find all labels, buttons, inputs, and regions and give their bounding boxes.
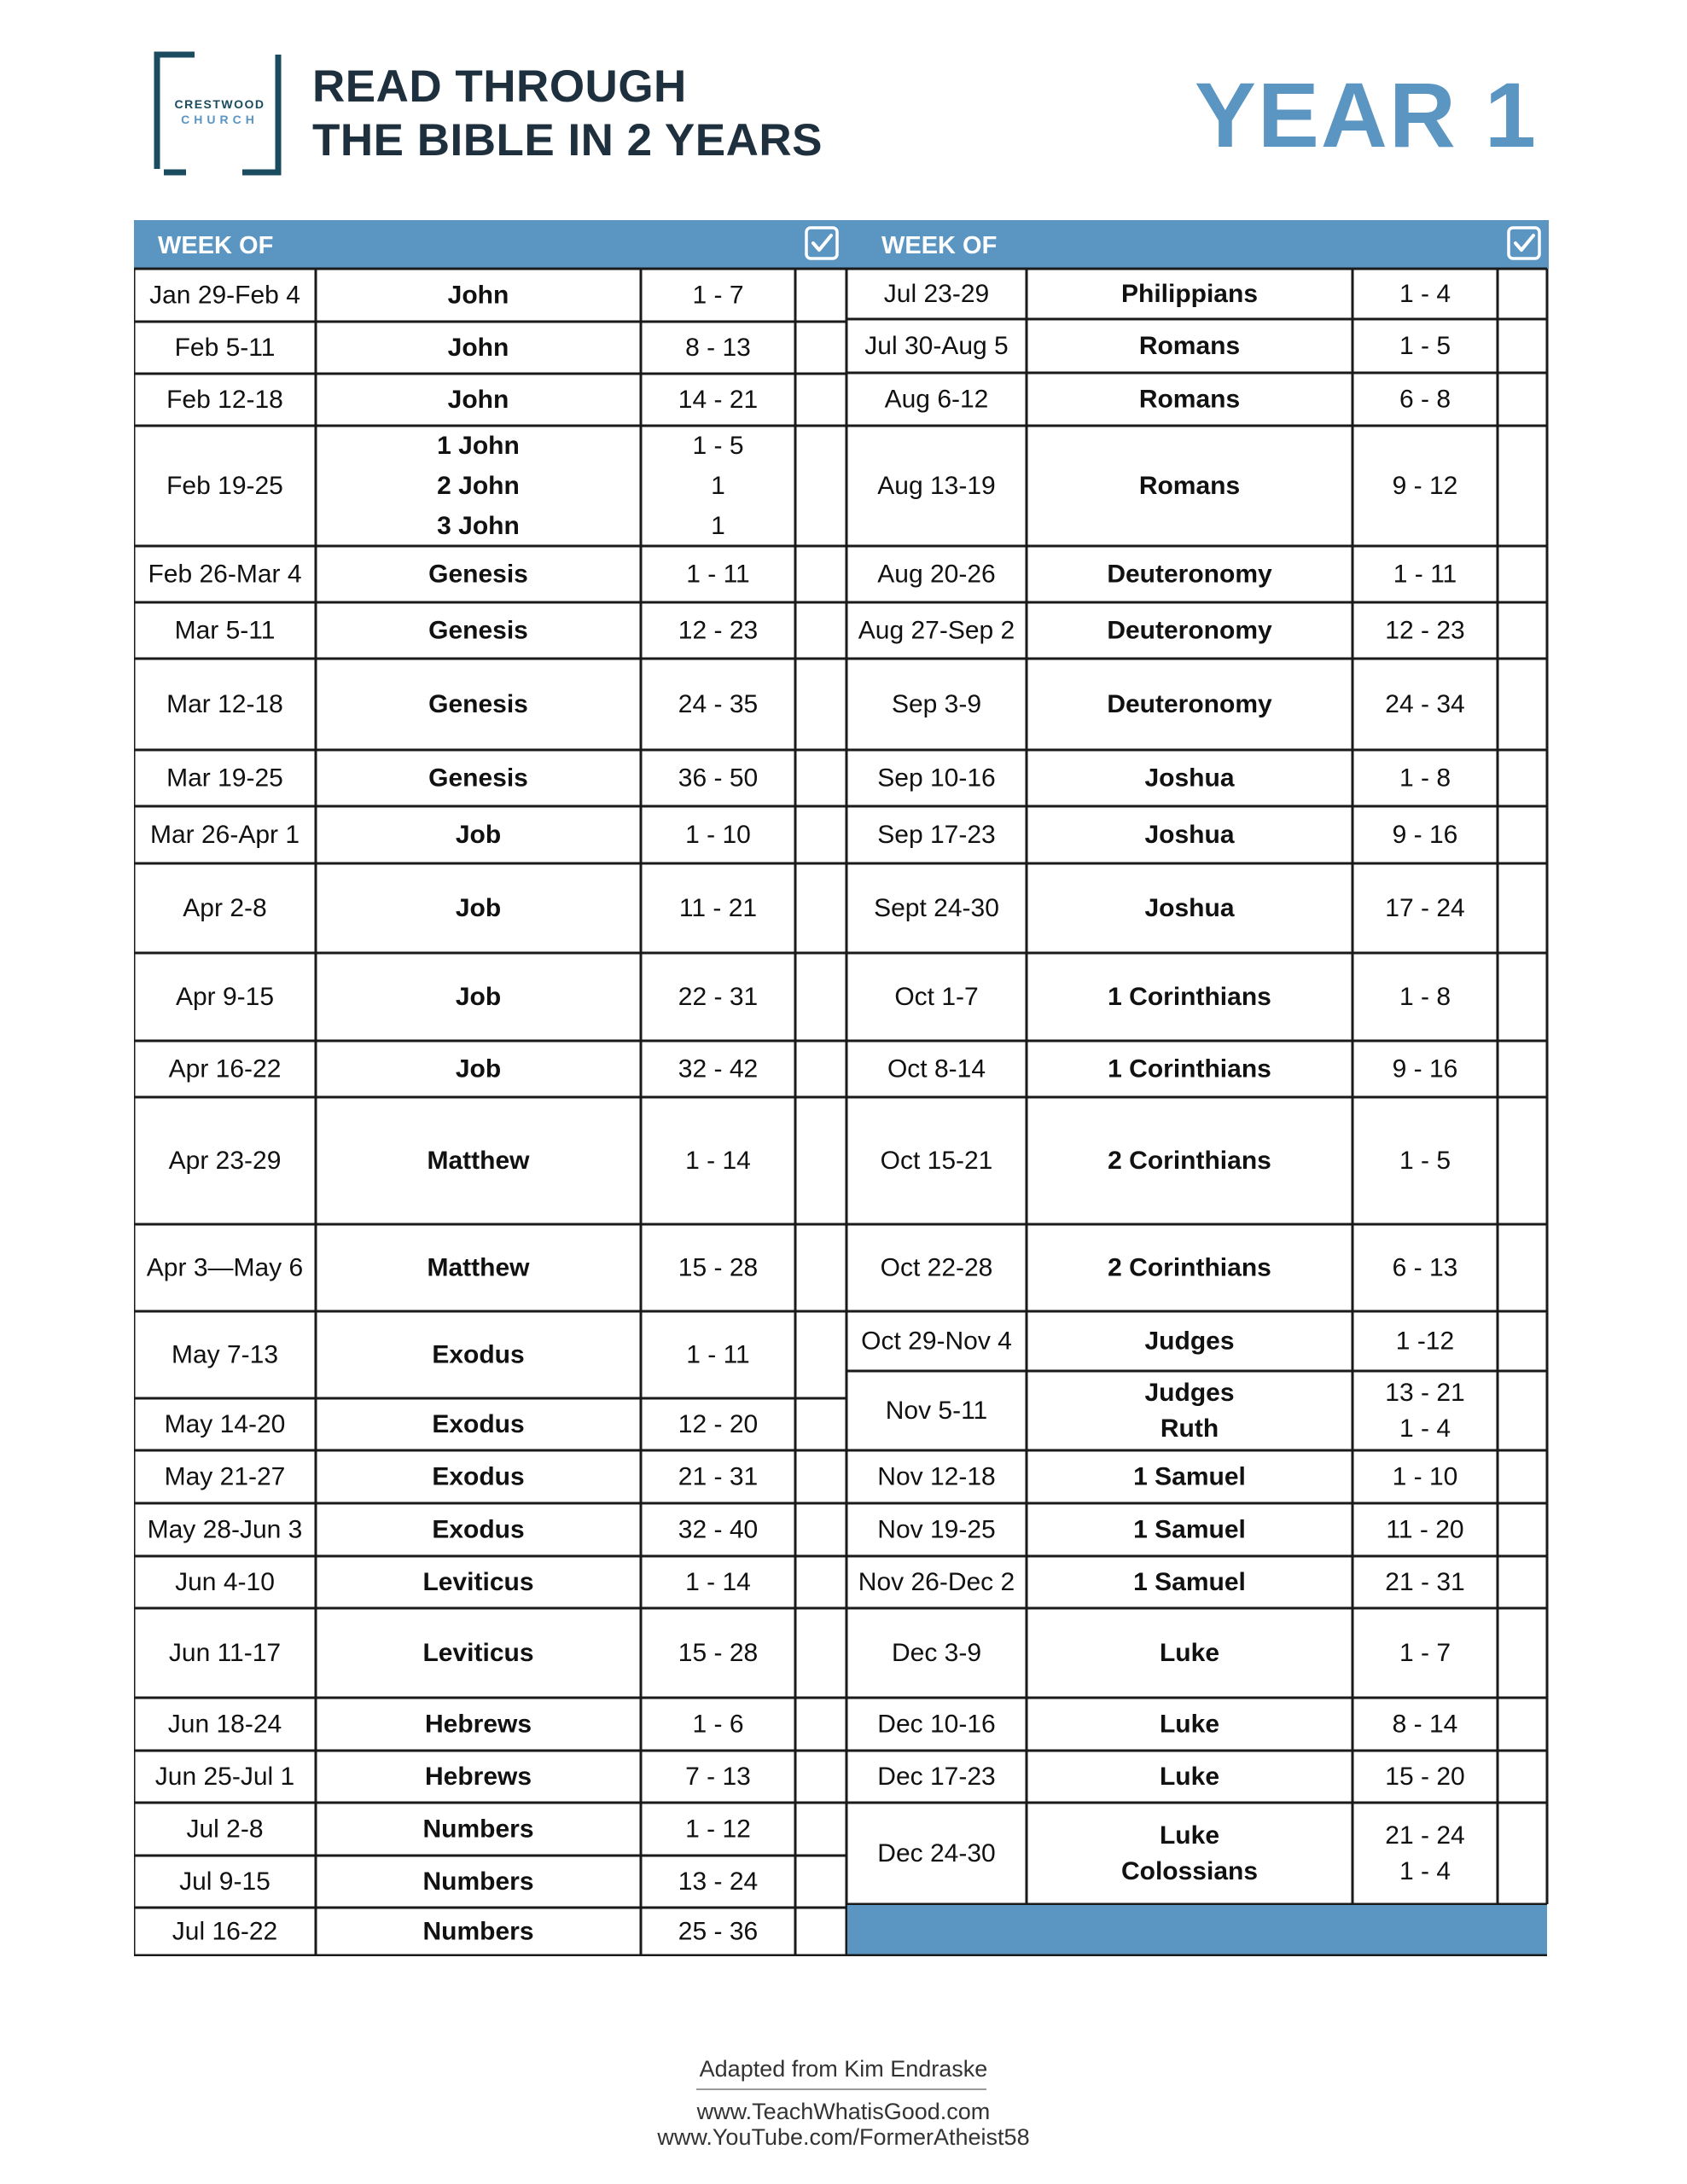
book-cell: Luke [1159,1763,1220,1791]
checkbox-cell[interactable] [797,955,845,1039]
chapters-cell: 21 - 31 [678,1462,759,1491]
website-link[interactable]: www.TeachWhatisGood.com [696,2099,991,2124]
checkbox-cell[interactable] [797,375,845,424]
week-cell: Mar 26-Apr 1 [149,821,300,849]
table-row [166,375,845,424]
table-row [877,1752,1545,1801]
week-cell: Sep 10-16 [877,764,996,793]
week-cell: Feb 5-11 [174,334,276,362]
table-row [148,1505,845,1554]
book-cell: 1 Corinthians [1108,1054,1271,1083]
week-of-header-left: WEEK OF [158,232,274,259]
table-row [166,427,845,544]
week-cell: Jun 11-17 [168,1639,282,1667]
week-cell: Oct 29-Nov 4 [861,1327,1012,1356]
chapters-cell: 6 - 8 [1399,385,1451,414]
book-cell: Luke [1159,1821,1220,1850]
table-row [877,1452,1545,1502]
table-row [175,604,845,657]
checkbox-cell[interactable] [797,1558,845,1606]
checkbox-cell[interactable] [1499,1099,1545,1223]
book-cell: Job [455,894,502,922]
chapters-cell: 9 - 12 [1392,472,1458,500]
book-cell: Colossians [1120,1857,1259,1885]
book-cell: Job [455,821,502,849]
table-row [183,865,845,951]
table-row [166,660,845,748]
book-cell: Deuteronomy [1107,560,1272,589]
week-cell: Mar 5-11 [174,616,276,645]
checkbox-cell[interactable] [1499,955,1545,1039]
table-row [147,1226,845,1310]
checkbox-cell[interactable] [797,1857,845,1906]
title-line1: READ THROUGH [312,61,687,112]
book-cell: Joshua [1144,894,1235,922]
checkbox-cell[interactable] [1499,1610,1545,1696]
chapters-cell: 1 - 7 [692,281,744,310]
week-cell: Feb 26-Mar 4 [148,560,302,589]
book-cell: Philippians [1120,280,1259,308]
book-cell: Romans [1138,332,1241,360]
chapters-cell: 12 - 23 [678,616,759,645]
table-row [186,1804,845,1854]
book-cell: 1 Samuel [1133,1462,1246,1491]
chapters-cell: 25 - 36 [678,1917,759,1946]
week-cell: Jul 9-15 [179,1867,271,1896]
checkbox-cell[interactable] [797,1909,845,1954]
checkbox-cell[interactable] [1499,375,1545,424]
week-cell: Jan 29-Feb 4 [149,281,300,310]
week-cell: Sep 17-23 [877,821,996,849]
book-cell: Exodus [432,1410,525,1438]
book-cell: Genesis [428,560,528,589]
chapters-cell: 12 - 20 [678,1410,759,1438]
table-row [877,1699,1545,1749]
chapters-cell: 1 - 5 [692,432,744,460]
week-cell: Jun 25-Jul 1 [154,1763,295,1791]
table-row [877,548,1545,601]
table-row [894,955,1545,1039]
checkbox-cell[interactable] [1499,1452,1545,1502]
title-line2: THE BIBLE IN 2 YEARS [312,115,823,166]
chapters-cell: 24 - 35 [678,690,759,718]
table-row [877,752,1545,804]
chapters-cell: 1 [711,472,725,500]
table-footer-bar [847,1905,1547,1955]
week-cell: May 21-27 [164,1462,286,1491]
book-cell: Hebrews [424,1763,532,1791]
chapters-cell: 15 - 28 [678,1253,759,1282]
chapters-cell: 21 - 31 [1385,1568,1465,1596]
chapters-cell: 6 - 13 [1392,1253,1458,1282]
chapters-cell: 1 - 14 [685,1568,751,1596]
book-cell: 3 John [437,512,520,540]
table-row [168,1699,845,1749]
week-cell: Apr 3—May 6 [146,1253,304,1282]
table-row [172,1909,845,1954]
week-cell: Oct 1-7 [894,983,979,1011]
checkbox-cell[interactable] [797,1400,845,1449]
chapters-cell: 8 - 14 [1392,1710,1458,1739]
week-cell: May 7-13 [171,1340,279,1369]
checkbox-cell[interactable] [797,865,845,951]
chapters-cell: 1 - 4 [1399,1857,1451,1885]
table-row [892,1610,1545,1696]
chapters-cell: 32 - 42 [678,1054,759,1083]
table-row [165,1400,845,1449]
week-cell: Dec 24-30 [877,1839,996,1867]
chapters-cell: 1 - 4 [1399,1414,1451,1443]
table-row [886,1373,1545,1449]
table-row [169,1099,845,1223]
book-cell: 2 Corinthians [1108,1147,1271,1175]
book-cell: Ruth [1160,1414,1219,1443]
chapters-cell: 15 - 28 [678,1639,759,1667]
book-cell: 2 Corinthians [1108,1253,1271,1282]
checkbox-cell[interactable] [797,548,845,601]
checkbox-cell[interactable] [797,1699,845,1749]
week-cell: Jul 16-22 [172,1917,278,1946]
book-cell: Numbers [422,1815,534,1844]
checkbox-cell[interactable] [797,1099,845,1223]
chapters-cell: 1 - 8 [1399,764,1451,793]
table-row [858,1558,1545,1606]
week-cell: Feb 19-25 [166,472,283,500]
table-row [166,752,845,804]
checkbox-cell[interactable] [797,1610,845,1696]
checkbox-cell[interactable] [797,660,845,748]
table-row [169,1610,845,1696]
checkbox-cell[interactable] [797,1804,845,1854]
logo-line1: CRESTWOOD [174,97,265,111]
checkbox-cell[interactable] [797,270,845,320]
book-cell: Exodus [432,1462,525,1491]
week-cell: Aug 6-12 [884,385,989,414]
chapters-cell: 13 - 21 [1385,1379,1465,1407]
week-cell: Jul 30-Aug 5 [864,332,1009,360]
week-cell: Jun 18-24 [167,1710,282,1739]
table-row [175,323,845,372]
week-cell: May 28-Jun 3 [147,1515,303,1544]
checkbox-cell[interactable] [797,1752,845,1801]
chapters-cell: 1 - 10 [685,821,751,849]
table-row [155,1752,845,1801]
chapters-cell: 36 - 50 [678,764,759,793]
chapters-cell: 21 - 24 [1385,1821,1465,1850]
week-cell: Oct 15-21 [880,1147,993,1175]
week-of-header-right: WEEK OF [881,232,998,259]
book-cell: John [447,334,509,362]
table-row [175,1558,845,1606]
chapters-cell: 13 - 24 [678,1867,759,1896]
book-cell: Exodus [432,1515,525,1544]
chapters-cell: 24 - 34 [1385,690,1465,718]
week-cell: Aug 13-19 [877,472,996,500]
book-cell: Joshua [1144,821,1235,849]
book-cell: Numbers [422,1917,534,1946]
chapters-cell: 8 - 13 [685,334,751,362]
chapters-cell: 22 - 31 [678,983,759,1011]
chapters-cell: 1 -12 [1395,1327,1455,1356]
week-cell: Apr 23-29 [168,1147,282,1175]
chapters-cell: 1 - 5 [1399,332,1451,360]
week-cell: Dec 17-23 [877,1763,996,1791]
book-cell: Job [455,983,502,1011]
table-row [877,427,1545,544]
book-cell: Judges [1144,1379,1235,1407]
chapters-cell: 14 - 21 [678,386,759,414]
week-cell: Sep 3-9 [891,690,982,718]
checkbox-cell[interactable] [1499,1505,1545,1554]
youtube-link[interactable]: www.YouTube.com/FormerAtheist58 [657,2124,1030,2150]
table-row [169,1043,845,1095]
table-row [892,660,1545,748]
table-row [861,1313,1545,1369]
week-cell: Mar 12-18 [166,690,283,718]
book-cell: John [447,386,509,414]
table-row [881,1099,1545,1223]
chapters-cell: 1 - 4 [1399,280,1451,308]
chapters-cell: 1 - 7 [1399,1639,1451,1667]
chapters-cell: 1 - 11 [686,560,750,589]
chapters-cell: 7 - 13 [685,1763,751,1791]
book-cell: Matthew [427,1253,530,1282]
checkbox-cell[interactable] [1499,427,1545,544]
week-cell: Oct 8-14 [887,1054,986,1083]
chapters-cell: 12 - 23 [1385,616,1465,645]
week-cell: Jul 2-8 [186,1815,264,1844]
chapters-cell: 1 - 14 [685,1147,751,1175]
chapters-cell: 9 - 16 [1392,1054,1458,1083]
table-row [881,1226,1545,1310]
year-label: YEAR 1 [1194,63,1538,166]
table-row [877,1804,1545,1902]
table-row [858,604,1545,657]
checkbox-cell[interactable] [1499,1699,1545,1749]
table-row [887,1043,1545,1095]
book-cell: 1 Samuel [1133,1568,1246,1596]
chapters-cell: 11 - 21 [678,894,758,922]
book-cell: 2 John [437,472,520,500]
book-cell: John [447,281,509,310]
chapters-cell: 1 - 11 [1393,560,1457,589]
chapters-cell: 32 - 40 [678,1515,759,1544]
week-cell: Feb 12-18 [166,386,283,414]
checkbox-cell[interactable] [1499,604,1545,657]
week-cell: Nov 19-25 [877,1515,996,1544]
table-row [149,270,845,320]
checkbox-cell[interactable] [1499,270,1545,317]
checkbox-cell[interactable] [1499,1313,1545,1369]
checkbox-cell[interactable] [1499,660,1545,748]
week-cell: Jul 23-29 [883,280,990,308]
checkbox-cell[interactable] [1499,1752,1545,1801]
chapters-cell: 11 - 20 [1386,1515,1464,1544]
week-cell: Dec 10-16 [877,1710,996,1739]
book-cell: Deuteronomy [1107,690,1272,718]
book-cell: Genesis [428,764,528,793]
table-row [148,548,845,601]
book-cell: Romans [1138,385,1241,414]
checkbox-cell[interactable] [1499,548,1545,601]
book-cell: Numbers [422,1867,534,1896]
book-cell: 1 John [437,432,520,460]
checkbox-cell[interactable] [797,752,845,804]
book-cell: Luke [1159,1710,1220,1739]
week-cell: May 14-20 [164,1410,286,1438]
week-cell: Oct 22-28 [880,1253,993,1282]
chapters-cell: 1 - 10 [1392,1462,1458,1491]
table-row [150,808,845,862]
page-title [312,60,823,167]
footer-divider [696,2088,986,2090]
checkbox-cell[interactable] [797,1043,845,1095]
chapters-cell: 1 - 11 [686,1340,750,1369]
chapters-cell: 1 - 12 [685,1815,751,1844]
book-cell: 1 Corinthians [1108,983,1271,1011]
checkbox-cell[interactable] [1499,321,1545,371]
table-row [864,321,1545,371]
book-cell: Hebrews [424,1710,532,1739]
table-header-bar [134,220,1549,269]
chapters-cell: 1 [711,512,725,540]
book-cell: Genesis [428,616,528,645]
chapters-cell: 1 - 8 [1399,983,1451,1011]
table-row [874,865,1545,951]
book-cell: Judges [1144,1327,1235,1356]
week-cell: Sept 24-30 [874,894,999,922]
table-row [165,1452,845,1502]
book-cell: Job [455,1054,502,1083]
church-logo [154,51,282,176]
table-row [172,1313,845,1397]
checkbox-cell[interactable] [797,1313,845,1397]
week-cell: Apr 16-22 [168,1054,282,1083]
checkbox-cell[interactable] [1499,865,1545,951]
chapters-cell: 9 - 16 [1392,821,1458,849]
checkbox-cell[interactable] [1499,1043,1545,1095]
reading-schedule-table [134,220,1549,1956]
chapters-cell: 1 - 5 [1399,1147,1451,1175]
book-cell: Exodus [432,1340,525,1369]
table-row [884,270,1545,317]
book-cell: 1 Samuel [1133,1515,1246,1544]
checkbox-cell[interactable] [1499,1804,1545,1902]
checkbox-cell[interactable] [1499,1226,1545,1310]
checkbox-cell[interactable] [1499,1558,1545,1606]
book-cell: Romans [1138,472,1241,500]
logo-line2: CHURCH [181,113,259,126]
book-cell: Genesis [428,690,528,718]
checkbox-cell[interactable] [797,604,845,657]
week-cell: Aug 20-26 [877,560,996,589]
table-row [877,1505,1545,1554]
checkbox-cell[interactable] [1499,1373,1545,1449]
book-cell: Joshua [1144,764,1235,793]
book-cell: Leviticus [422,1568,534,1596]
checkbox-cell[interactable] [797,1452,845,1502]
week-cell: Aug 27-Sep 2 [858,616,1015,645]
week-cell: Nov 12-18 [877,1462,996,1491]
week-cell: Dec 3-9 [891,1639,982,1667]
week-cell: Nov 5-11 [885,1397,988,1425]
checkbox-cell[interactable] [797,323,845,372]
book-cell: Matthew [427,1147,530,1175]
checkbox-cell[interactable] [797,1505,845,1554]
book-cell: Deuteronomy [1107,616,1272,645]
table-row [885,375,1545,424]
book-cell: Leviticus [422,1639,534,1667]
table-row [176,955,845,1039]
week-cell: Apr 2-8 [183,894,267,922]
chapters-cell: 1 - 6 [692,1710,744,1739]
chapters-cell: 17 - 24 [1385,894,1465,922]
table-row [179,1857,845,1906]
week-cell: Nov 26-Dec 2 [858,1568,1015,1596]
checkbox-cell[interactable] [797,808,845,862]
checkbox-cell[interactable] [1499,752,1545,804]
week-cell: Jun 4-10 [175,1568,275,1596]
table-row [877,808,1545,862]
chapters-cell: 15 - 20 [1385,1763,1465,1791]
adapted-credit: Adapted from Kim Endraske [699,2056,988,2082]
checkbox-cell[interactable] [797,427,845,544]
checkbox-cell[interactable] [1499,808,1545,862]
checkbox-cell[interactable] [797,1226,845,1310]
week-cell: Mar 19-25 [166,764,283,793]
book-cell: Luke [1159,1639,1220,1667]
week-cell: Apr 9-15 [175,983,275,1011]
